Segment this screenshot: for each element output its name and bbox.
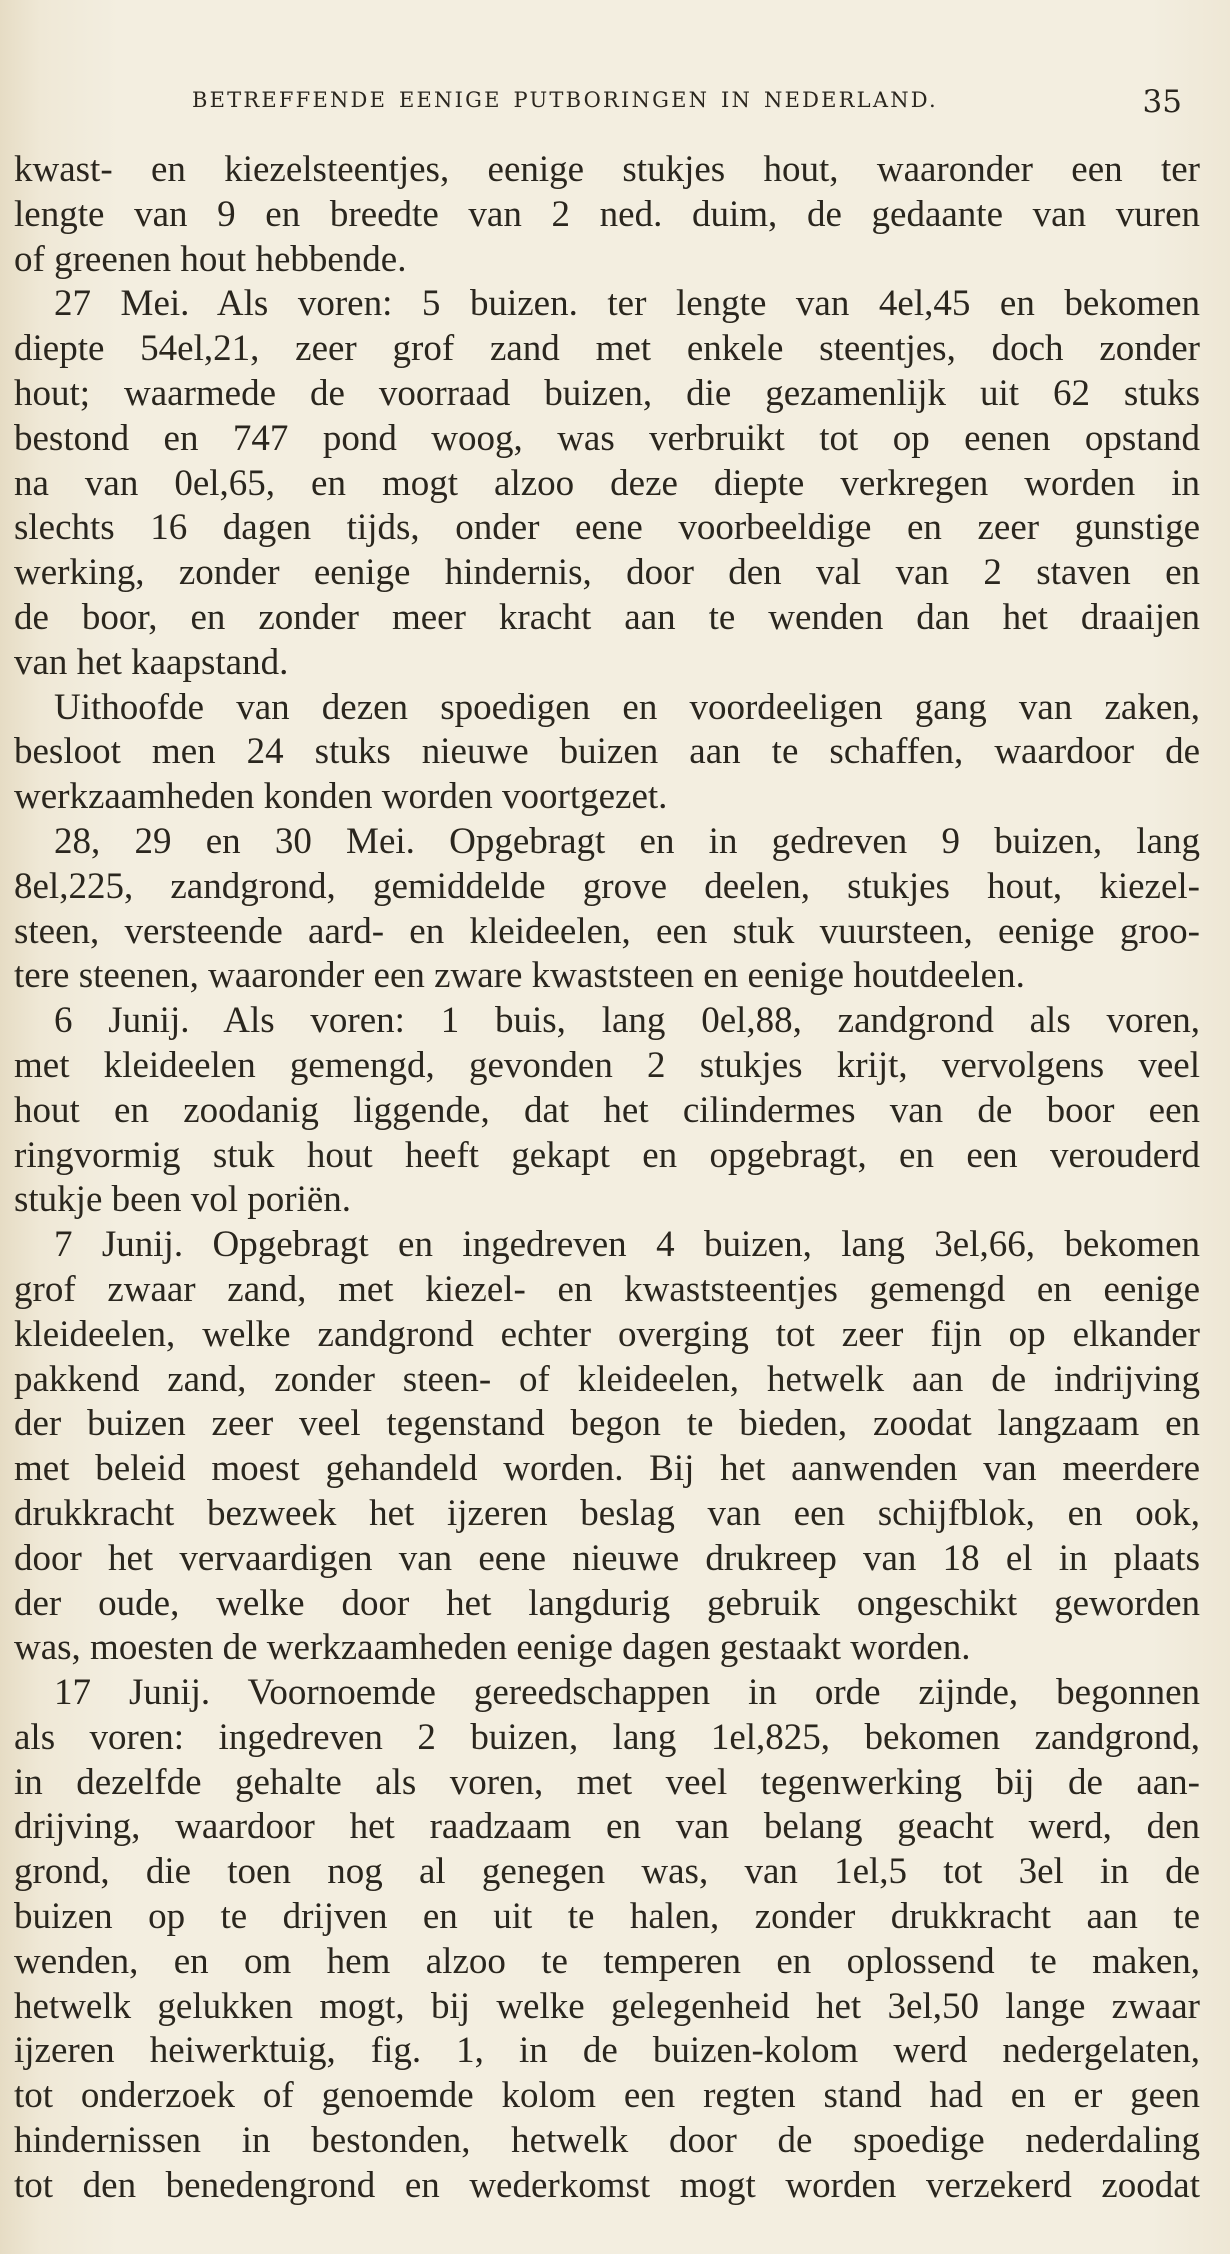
- text-line: de boor, en zonder meer kracht aan te wenden dan het draaijen: [14, 596, 1200, 638]
- text-line: steen, versteende aard- en kleideelen, een stuk vuursteen, eenige groo-: [14, 910, 1200, 952]
- text-line: 7 Junij. Opgebragt en ingedreven 4 buizen, lang 3el,66, bekomen: [54, 1224, 1200, 1266]
- text-line: grof zwaar zand, met kiezel- en kwaststeentjes gemengd en eenige: [14, 1268, 1200, 1310]
- text-line: was, moesten de werkzaamheden eenige dagen gestaakt worden.: [14, 1627, 971, 1669]
- text-line: slechts 16 dagen tijds, onder eene voorbeeldige en zeer gunstige: [14, 507, 1200, 549]
- text-line: diepte 54el,21, zeer grof zand met enkele steentjes, doch zonder: [14, 328, 1200, 370]
- text-line: in dezelfde gehalte als voren, met veel tegenwerking bij de aan-: [14, 1761, 1200, 1803]
- text-line: tot den benedengrond en wederkomst mogt worden verzekerd zoodat: [14, 2164, 1200, 2206]
- page-header: [0, 84, 1230, 124]
- text-line: lengte van 9 en breedte van 2 ned. duim, de gedaante van vuren: [14, 193, 1200, 235]
- text-line: 6 Junij. Als voren: 1 buis, lang 0el,88, zandgrond als voren,: [54, 1000, 1200, 1042]
- text-line: hindernissen in bestonden, hetwelk door de spoedige nederdaling: [14, 2120, 1200, 2162]
- text-line: door het vervaardigen van eene nieuwe drukreep van 18 el in plaats: [14, 1537, 1200, 1579]
- text-line: hout en zoodanig liggende, dat het cilindermes van de boor een: [14, 1089, 1200, 1131]
- page-number: 35: [1142, 84, 1182, 120]
- text-line: of greenen hout hebbende.: [14, 238, 407, 280]
- text-line: tere steenen, waaronder een zware kwaststeen en eenige houtdeelen.: [14, 955, 1025, 997]
- text-line: stukje been vol poriën.: [14, 1179, 352, 1221]
- text-line: 28, 29 en 30 Mei. Opgebragt en in gedreven 9 buizen, lang: [54, 820, 1200, 862]
- text-line: drijving, waardoor het raadzaam en van belang geacht werd, den: [14, 1806, 1200, 1848]
- text-line: Uithoofde van dezen spoedigen en voordeeligen gang van zaken,: [54, 686, 1200, 728]
- text-line: pakkend zand, zonder steen- of kleideelen, hetwelk aan de indrijving: [14, 1358, 1200, 1400]
- text-line: drukkracht bezweek het ijzeren beslag van een schijfblok, en ook,: [14, 1492, 1200, 1534]
- text-line: ringvormig stuk hout heeft gekapt en opgebragt, en een verouderd: [14, 1134, 1200, 1176]
- text-line: ijzeren heiwerktuig, fig. 1, in de buizen-kolom werd nedergelaten,: [14, 2030, 1200, 2072]
- text-line: 8el,225, zandgrond, gemiddelde grove deelen, stukjes hout, kiezel-: [14, 865, 1200, 907]
- text-line: hetwelk gelukken mogt, bij welke gelegenheid het 3el,50 lange zwaar: [14, 1985, 1200, 2027]
- text-line: werkzaamheden konden worden voortgezet.: [14, 776, 668, 818]
- text-line: bestond en 747 pond woog, was verbruikt tot op eenen opstand: [14, 417, 1200, 459]
- text-line: grond, die toen nog al genegen was, van 1el,5 tot 3el in de: [14, 1851, 1200, 1893]
- running-title: BETREFFENDE EENIGE PUTBORINGEN IN NEDERLAND.: [192, 88, 938, 112]
- text-line: met kleideelen gemengd, gevonden 2 stukjes krijt, vervolgens veel: [14, 1044, 1200, 1086]
- text-line: na van 0el,65, en mogt alzoo deze diepte verkregen worden in: [14, 462, 1200, 504]
- text-line: kwast- en kiezelsteentjes, eenige stukjes hout, waaronder een ter: [14, 149, 1200, 190]
- body-text: [14, 148, 1200, 2209]
- text-line: van het kaapstand.: [14, 641, 289, 683]
- text-line: der oude, welke door het langdurig gebruik ongeschikt geworden: [14, 1582, 1200, 1624]
- text-line: als voren: ingedreven 2 buizen, lang 1el,825, bekomen zandgrond,: [14, 1716, 1200, 1758]
- text-line: buizen op te drijven en uit te halen, zonder drukkracht aan te: [14, 1896, 1200, 1938]
- text-line: hout; waarmede de voorraad buizen, die gezamenlijk uit 62 stuks: [14, 372, 1200, 414]
- text-line: werking, zonder eenige hindernis, door den val van 2 staven en: [14, 552, 1200, 594]
- text-line: tot onderzoek of genoemde kolom een regten stand had en er geen: [14, 2075, 1200, 2117]
- text-line: kleideelen, welke zandgrond echter overging tot zeer fijn op elkander: [14, 1313, 1200, 1355]
- text-line: besloot men 24 stuks nieuwe buizen aan te schaffen, waardoor de: [14, 731, 1200, 773]
- text-line: met beleid moest gehandeld worden. Bij het aanwenden van meerdere: [14, 1448, 1200, 1490]
- text-line: 17 Junij. Voornoemde gereedschappen in orde zijnde, begonnen: [54, 1672, 1200, 1714]
- text-line: wenden, en om hem alzoo te temperen en oplossend te maken,: [14, 1940, 1200, 1982]
- text-line: der buizen zeer veel tegenstand begon te bieden, zoodat langzaam en: [14, 1403, 1200, 1445]
- text-line: 27 Mei. Als voren: 5 buizen. ter lengte van 4el,45 en bekomen: [54, 283, 1200, 325]
